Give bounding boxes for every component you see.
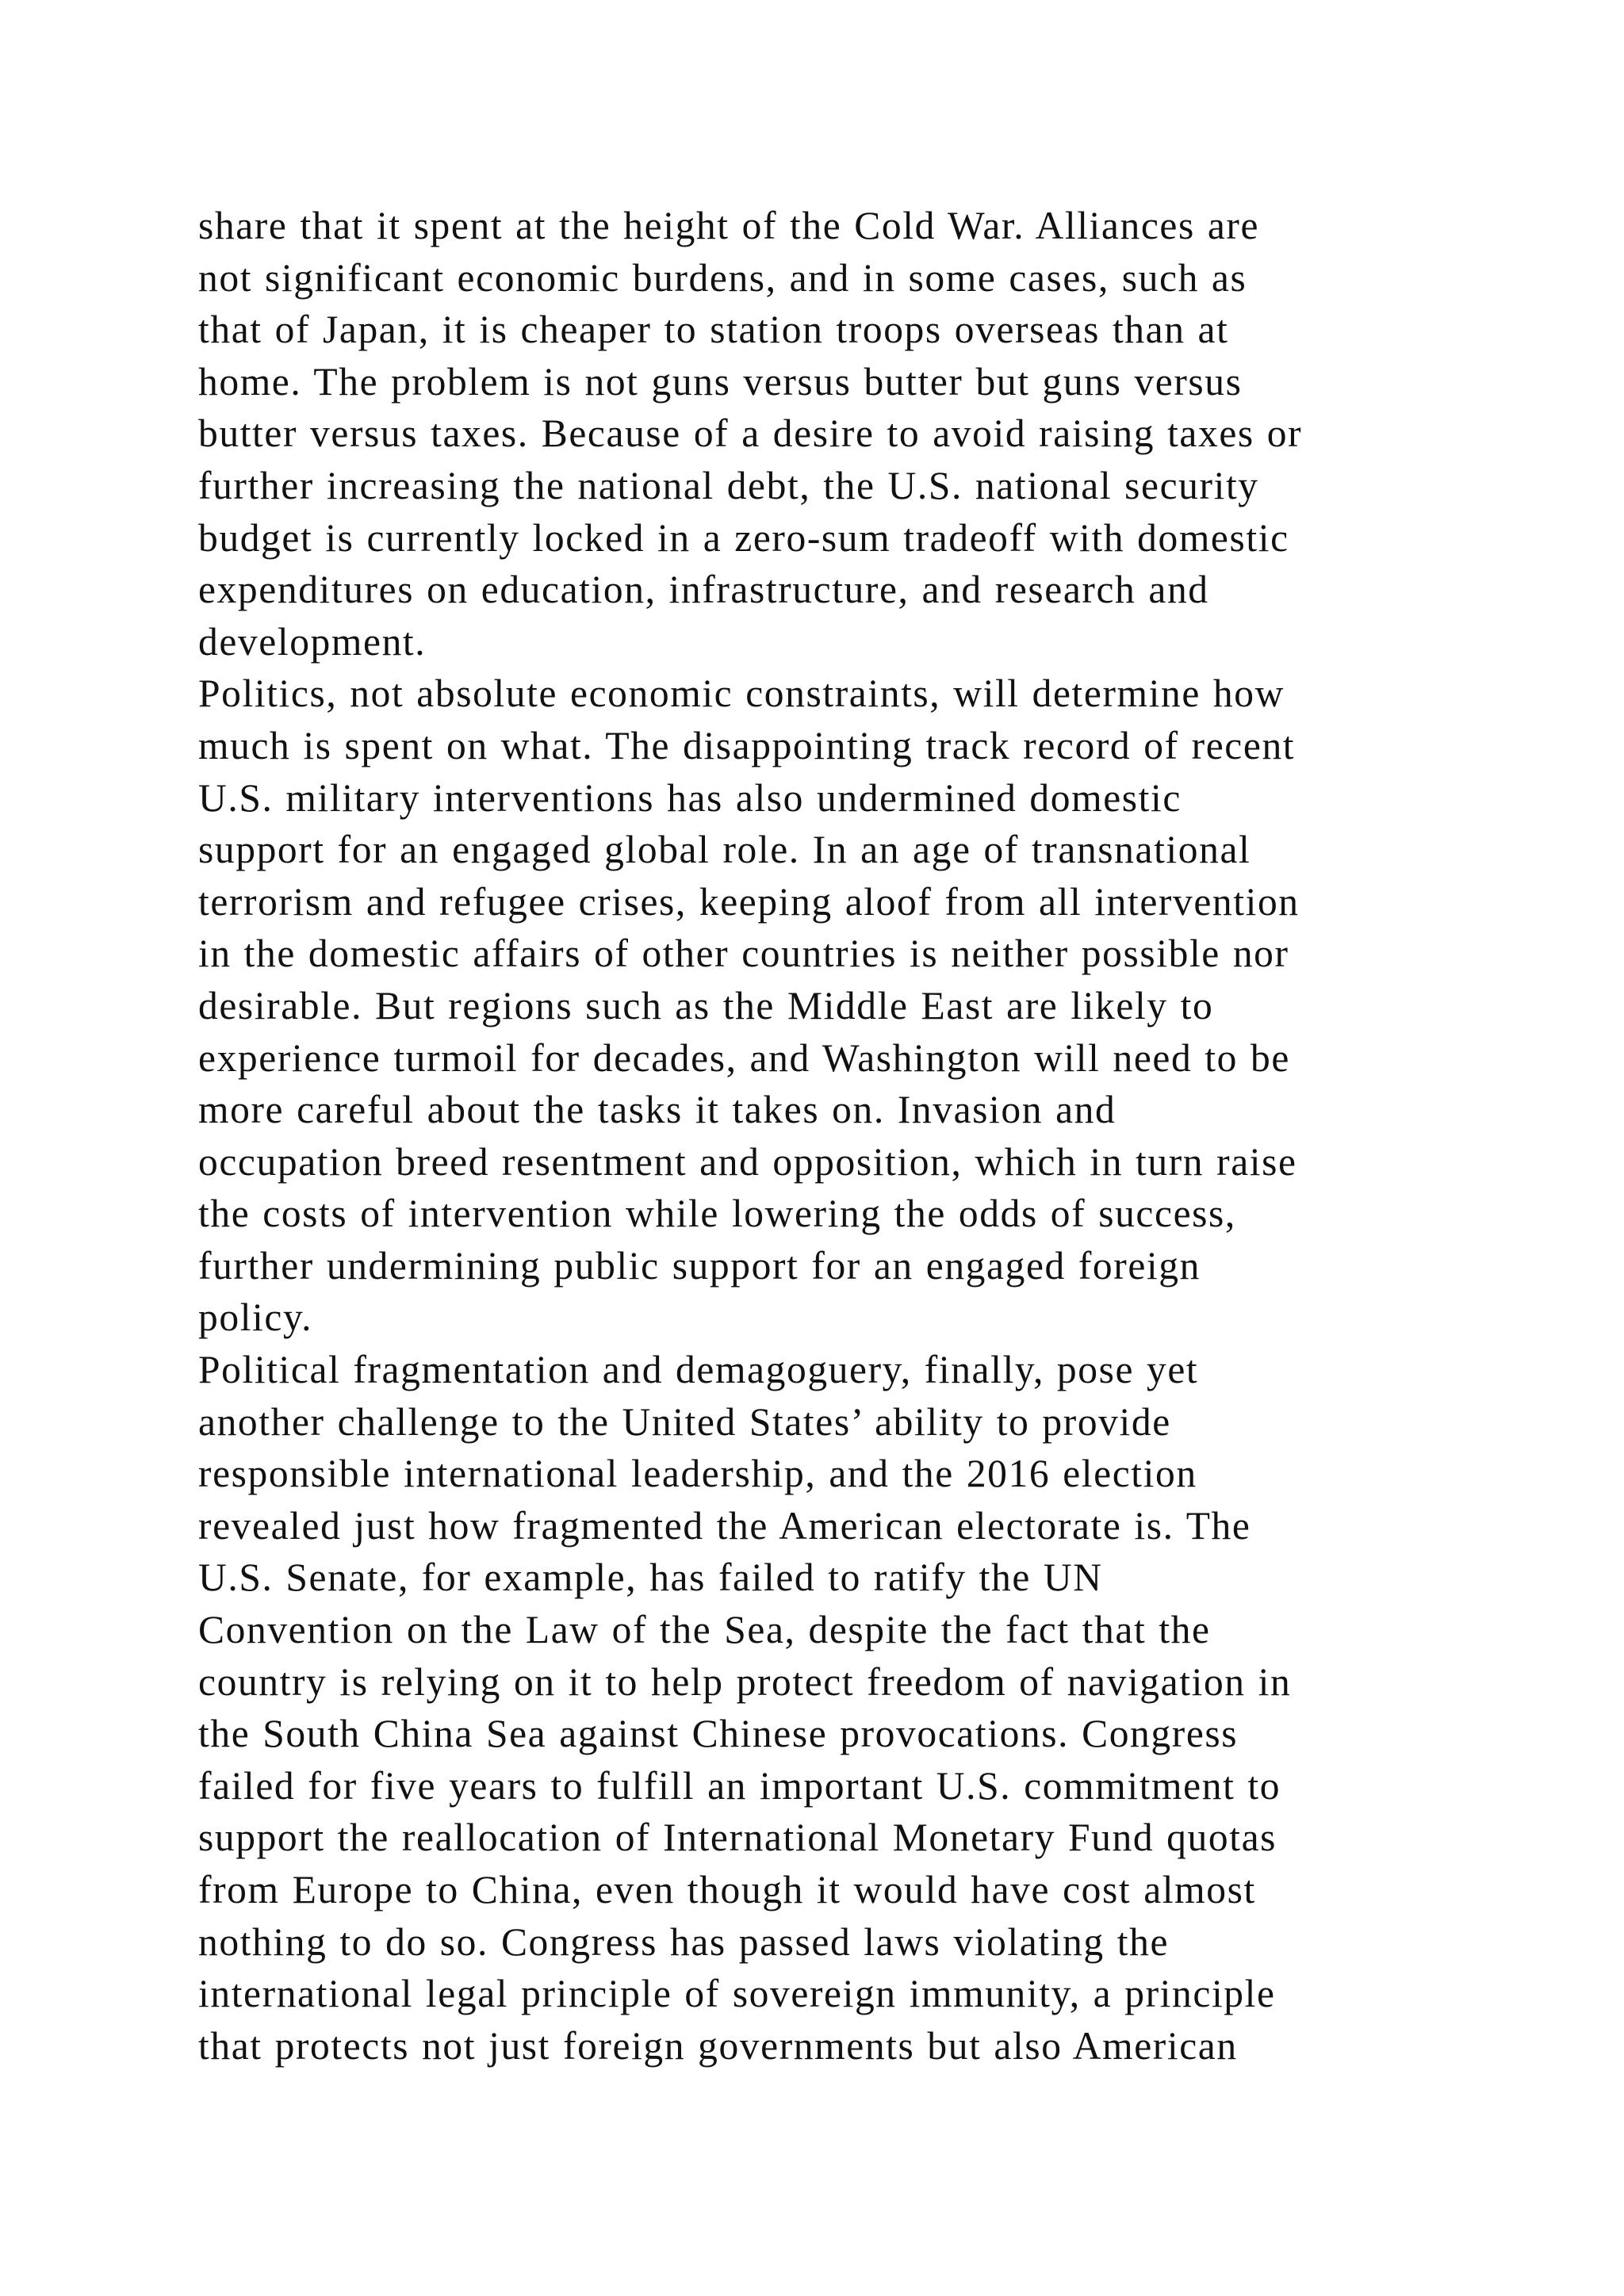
text-line: further increasing the national debt, the U.S. national security (198, 463, 1259, 507)
body-text (198, 200, 1499, 2072)
text-line: experience turmoil for decades, and Washington will need to be (198, 1035, 1290, 1080)
text-line: support the reallocation of International Monetary Fund quotas (198, 1816, 1277, 1860)
text-line: home. The problem is not guns versus butter but guns versus (198, 359, 1243, 404)
text-line: another challenge to the United States’ ability to provide (198, 1399, 1171, 1444)
text-line: in the domestic affairs of other countries is neither possible nor (198, 932, 1289, 976)
text-line: revealed just how fragmented the American electorate is. The (198, 1503, 1251, 1548)
text-line: budget is currently locked in a zero-sum tradeoff with domestic (198, 515, 1289, 560)
text-line: that of Japan, it is cheaper to station troops overseas than at (198, 308, 1229, 352)
text-line: international legal principle of sovereign immunity, a principle (198, 1972, 1276, 2016)
text-line: the costs of intervention while lowering the odds of success, (198, 1192, 1236, 1236)
text-line: butter versus taxes. Because of a desire to avoid raising taxes or (198, 411, 1303, 456)
text-line: development. (198, 619, 427, 664)
text-line: Politics, not absolute economic constraints, will determine how (198, 672, 1285, 716)
text-line: the South China Sea against Chinese provocations. Congress (198, 1712, 1239, 1756)
text-line: support for an engaged global role. In an age of transnational (198, 828, 1251, 872)
text-line: policy. (198, 1295, 313, 1340)
text-line: occupation breed resentment and opposition, which in turn raise (198, 1139, 1297, 1184)
text-line: that protects not just foreign governments but also American (198, 2023, 1238, 2068)
text-line: further undermining public support for an engaged foreign (198, 1243, 1201, 1288)
text-line: much is spent on what. The disappointing track record of recent (198, 723, 1296, 767)
text-line: U.S. Senate, for example, has failed to ratify the UN (198, 1556, 1103, 1600)
text-line: not significant economic burdens, and in some cases, such as (198, 255, 1247, 300)
text-line: Convention on the Law of the Sea, despite the fact that the (198, 1608, 1211, 1652)
text-line: desirable. But regions such as the Middle East are likely to (198, 983, 1214, 1027)
text-line: U.S. military interventions has also undermined domestic (198, 775, 1182, 820)
text-line: terrorism and refugee crises, keeping aloof from all intervention (198, 879, 1300, 924)
text-line: expenditures on education, infrastructure, and research and (198, 568, 1209, 612)
text-line: share that it spent at the height of the Cold War. Alliances are (198, 204, 1260, 247)
text-line: country is relying on it to help protect freedom of navigation in (198, 1659, 1292, 1704)
text-line: failed for five years to fulfill an important U.S. commitment to (198, 1763, 1281, 1808)
text-line: more careful about the tasks it takes on. Invasion and (198, 1088, 1116, 1132)
text-line: Political fragmentation and demagoguery, finally, pose yet (198, 1348, 1199, 1392)
text-line: nothing to do so. Congress has passed laws violating the (198, 1919, 1170, 1964)
text-line: responsible international leadership, and the 2016 election (198, 1452, 1197, 1496)
text-line: from Europe to China, even though it would have cost almost (198, 1868, 1256, 1911)
